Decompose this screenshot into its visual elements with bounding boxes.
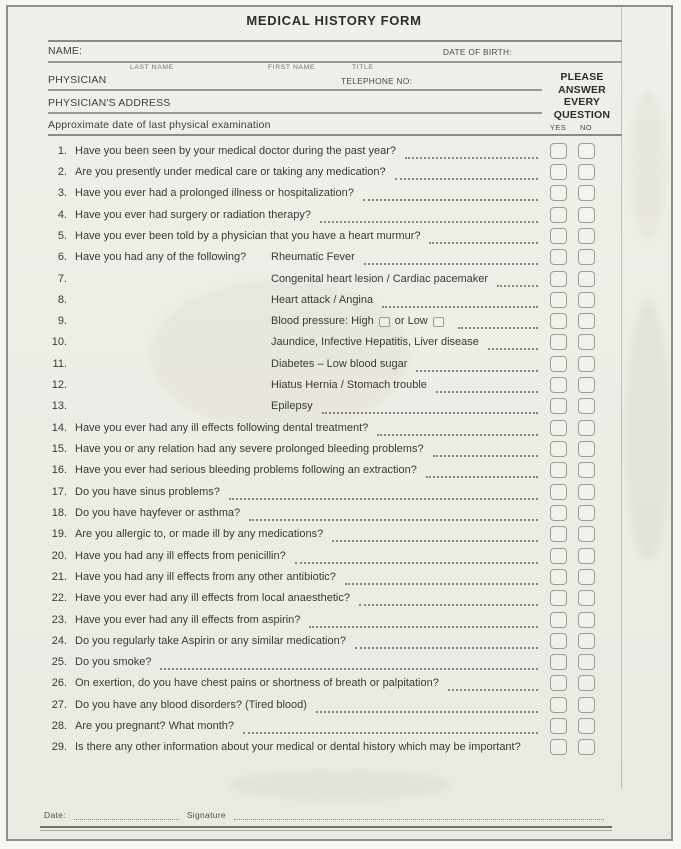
checkbox-no[interactable] [578, 612, 595, 628]
question-number: 7. [57, 272, 67, 285]
question-text: Is there any other information about your medical or dental history which may be important? [75, 741, 521, 754]
checkbox-no[interactable] [578, 164, 595, 180]
high-checkbox[interactable] [379, 317, 390, 327]
checkbox-yes[interactable] [550, 420, 567, 436]
question-sub-item: Epilepsy [271, 400, 313, 413]
answer-checkboxes [550, 292, 595, 308]
question-row [48, 353, 595, 374]
title-field-label: TITLE [352, 64, 374, 71]
question-row [48, 268, 595, 289]
dotted-leader [458, 313, 538, 329]
checkbox-no[interactable] [578, 143, 595, 159]
divider [48, 134, 622, 136]
form-title: MEDICAL HISTORY FORM [246, 13, 422, 28]
yes-column-header: YES [549, 123, 567, 132]
dotted-leader [377, 420, 538, 436]
question-text: Do you have any blood disorders? (Tired blood) [75, 698, 307, 711]
question-text: Have you ever had a prolonged illness or hospitalization? [75, 187, 354, 200]
dotted-leader [364, 249, 538, 265]
dotted-leader [426, 462, 538, 478]
checkbox-no[interactable] [578, 548, 595, 564]
question-number: 3. [57, 187, 67, 200]
question-text: Have you had any of the following? [75, 251, 247, 264]
answer-checkboxes [550, 249, 595, 265]
dotted-leader [530, 740, 538, 754]
question-text: Have you had any ill effects from penicillin? [75, 549, 286, 562]
question-text: Have you ever had surgery or radiation therapy? [75, 208, 312, 221]
question-row [48, 161, 595, 182]
dotted-leader [355, 633, 538, 649]
page-edge-line [621, 7, 622, 789]
last-exam-label: Approximate date of last physical examination [48, 119, 271, 131]
checkbox-no[interactable] [578, 292, 595, 308]
checkbox-no[interactable] [578, 590, 595, 606]
question-text: Are you allergic to, or made ill by any medications? [75, 528, 324, 541]
dotted-leader [405, 143, 538, 159]
checkbox-no[interactable] [578, 249, 595, 265]
date-field-line[interactable] [74, 810, 179, 820]
checkbox-no[interactable] [578, 185, 595, 201]
checkbox-no[interactable] [578, 356, 595, 372]
answer-checkboxes [550, 441, 595, 457]
checkbox-yes[interactable] [550, 633, 567, 649]
answer-checkboxes [550, 207, 595, 223]
checkbox-no[interactable] [578, 675, 595, 691]
no-column-header: NO [579, 123, 593, 132]
dotted-leader [243, 718, 538, 734]
signature-row [44, 810, 612, 820]
question-number: 27. [51, 698, 67, 711]
checkbox-yes[interactable] [550, 484, 567, 500]
question-text: Have you ever had any ill effects from local anaesthetic? [75, 592, 350, 605]
answer-checkboxes [550, 484, 595, 500]
answer-every-question-notice [543, 71, 621, 121]
answer-checkboxes [550, 334, 595, 350]
question-number: 16. [51, 464, 67, 477]
name-label: NAME: [48, 45, 83, 57]
question-number: 21. [51, 570, 67, 583]
question-sub-item: Hiatus Hernia / Stomach trouble [271, 379, 427, 392]
answer-checkboxes [550, 398, 595, 414]
checkbox-yes[interactable] [550, 207, 567, 223]
dotted-leader [332, 526, 538, 542]
question-number: 20. [51, 549, 67, 562]
dotted-leader [497, 271, 538, 287]
checkbox-no[interactable] [578, 697, 595, 713]
question-row [48, 311, 595, 332]
dotted-leader [448, 675, 538, 691]
dotted-leader [363, 185, 538, 201]
question-row [48, 247, 595, 268]
question-text: Have you ever been told by a physician that you have a heart murmur? [75, 229, 421, 242]
checkbox-no[interactable] [578, 441, 595, 457]
dotted-leader [249, 505, 538, 521]
dotted-leader [309, 612, 538, 628]
answer-checkboxes [550, 313, 595, 329]
question-number: 24. [51, 634, 67, 647]
checkbox-no[interactable] [578, 484, 595, 500]
question-row [48, 524, 595, 545]
checkbox-yes[interactable] [550, 548, 567, 564]
checkbox-yes[interactable] [550, 356, 567, 372]
question-row [48, 204, 595, 225]
answer-checkboxes [550, 633, 595, 649]
question-number: 23. [51, 613, 67, 626]
checkbox-yes[interactable] [550, 292, 567, 308]
checkbox-yes[interactable] [550, 164, 567, 180]
question-text: Do you regularly take Aspirin or any similar medication? [75, 634, 346, 647]
dob-label: DATE OF BIRTH: [443, 47, 512, 57]
answer-checkboxes [550, 739, 595, 755]
checkbox-no[interactable] [578, 739, 595, 755]
question-sub-item: or Low [394, 315, 428, 328]
question-number: 14. [51, 421, 67, 434]
question-row [48, 502, 595, 523]
dotted-leader [295, 548, 538, 564]
checkbox-yes[interactable] [550, 441, 567, 457]
question-row [48, 481, 595, 502]
question-number: 5. [57, 229, 67, 242]
answer-checkboxes [550, 185, 595, 201]
answer-checkboxes [550, 612, 595, 628]
dotted-leader [416, 356, 538, 372]
question-number: 15. [51, 443, 67, 456]
physician-address-label: PHYSICIAN'S ADDRESS [48, 97, 171, 109]
notice-line: ANSWER [558, 83, 606, 96]
dotted-leader [160, 654, 538, 670]
question-row [48, 332, 595, 353]
answer-checkboxes [550, 164, 595, 180]
question-row [48, 652, 595, 673]
checkbox-no[interactable] [578, 633, 595, 649]
questions-list [48, 140, 595, 758]
checkbox-no[interactable] [578, 334, 595, 350]
question-text: On exertion, do you have chest pains or shortness of breath or palpitation? [75, 677, 439, 690]
question-number: 9. [57, 315, 67, 328]
checkbox-yes[interactable] [550, 143, 567, 159]
checkbox-no[interactable] [578, 654, 595, 670]
question-sub-item: Congenital heart lesion / Cardiac pacemaker [271, 272, 489, 285]
divider [40, 830, 612, 831]
divider [48, 40, 622, 42]
checkbox-yes[interactable] [550, 526, 567, 542]
notice-line: PLEASE [560, 71, 604, 83]
question-row [48, 183, 595, 204]
question-number: 22. [51, 592, 67, 605]
question-row [48, 396, 595, 417]
question-text: Have you ever had serious bleeding problems following an extraction? [75, 464, 417, 477]
checkbox-yes[interactable] [550, 569, 567, 585]
signature-label: Signature [186, 810, 226, 820]
checkbox-yes[interactable] [550, 675, 567, 691]
checkbox-no[interactable] [578, 569, 595, 585]
answer-checkboxes [550, 654, 595, 670]
dotted-leader [345, 569, 538, 585]
question-text: Do you have hayfever or asthma? [75, 506, 241, 519]
checkbox-no[interactable] [578, 377, 595, 393]
checkbox-no[interactable] [578, 398, 595, 414]
question-text: Have you ever had any ill effects from aspirin? [75, 613, 301, 626]
checkbox-yes[interactable] [550, 185, 567, 201]
question-row [48, 438, 595, 459]
checkbox-no[interactable] [578, 718, 595, 734]
telephone-label: TELEPHONE NO: [341, 76, 413, 86]
question-text: Have you had any ill effects from any other antibiotic? [75, 570, 336, 583]
answer-checkboxes [550, 526, 595, 542]
dotted-leader [429, 228, 538, 244]
checkbox-yes[interactable] [550, 654, 567, 670]
answer-checkboxes [550, 569, 595, 585]
checkbox-yes[interactable] [550, 334, 567, 350]
checkbox-yes[interactable] [550, 228, 567, 244]
question-row [48, 460, 595, 481]
question-number: 11. [52, 357, 67, 370]
dotted-leader [436, 377, 538, 393]
question-sub-item: Blood pressure: High [271, 315, 374, 328]
question-text: Have you been seen by your medical doctor during the past year? [75, 144, 397, 157]
question-text: Have you or any relation had any severe prolonged bleeding problems? [75, 443, 424, 456]
answer-checkboxes [550, 675, 595, 691]
question-number: 13. [51, 400, 67, 413]
answer-checkboxes [550, 271, 595, 287]
first-name-label: FIRST NAME [268, 64, 316, 71]
checkbox-no[interactable] [578, 526, 595, 542]
question-row [48, 673, 595, 694]
last-name-label: LAST NAME [130, 64, 174, 71]
checkbox-no[interactable] [578, 462, 595, 478]
checkbox-no[interactable] [578, 271, 595, 287]
question-text: Do you have sinus problems? [75, 485, 220, 498]
checkbox-yes[interactable] [550, 590, 567, 606]
physician-field-line[interactable] [48, 89, 542, 91]
dotted-leader [320, 207, 538, 223]
question-sub-item: Jaundice, Infective Hepatitis, Liver disease [271, 336, 479, 349]
question-text: Do you smoke? [75, 656, 152, 669]
question-row [48, 545, 595, 566]
question-text: Are you pregnant? What month? [75, 720, 234, 733]
question-row [48, 630, 595, 651]
name-field-line[interactable] [48, 61, 622, 63]
dotted-leader [382, 292, 538, 308]
question-row [48, 374, 595, 395]
question-number: 6. [57, 251, 67, 264]
question-row [48, 225, 595, 246]
notice-line: QUESTION [553, 108, 611, 121]
answer-checkboxes [550, 697, 595, 713]
checkbox-yes[interactable] [550, 377, 567, 393]
question-number: 26. [51, 677, 67, 690]
question-text: Are you presently under medical care or taking any medication? [75, 165, 386, 178]
question-number: 1. [57, 144, 67, 157]
dotted-leader [433, 441, 538, 457]
answer-checkboxes [550, 590, 595, 606]
dotted-leader [359, 590, 538, 606]
checkbox-yes[interactable] [550, 612, 567, 628]
answer-checkboxes [550, 377, 595, 393]
checkbox-no[interactable] [578, 207, 595, 223]
answer-checkboxes [550, 420, 595, 436]
question-row [48, 715, 595, 736]
checkbox-yes[interactable] [550, 398, 567, 414]
dotted-leader [316, 697, 538, 713]
question-sub-item: Heart attack / Angina [271, 293, 374, 306]
dotted-leader [322, 398, 538, 414]
question-number: 10. [51, 336, 67, 349]
checkbox-no[interactable] [578, 505, 595, 521]
answer-checkboxes [550, 356, 595, 372]
question-row [48, 566, 595, 587]
answer-checkboxes [550, 718, 595, 734]
answer-checkboxes [550, 228, 595, 244]
question-number: 2. [57, 165, 67, 178]
question-number: 28. [51, 720, 67, 733]
question-sub-item: Diabetes – Low blood sugar [271, 357, 408, 370]
question-number: 25. [51, 656, 67, 669]
physician-label: PHYSICIAN [48, 74, 107, 86]
answer-checkboxes [550, 143, 595, 159]
checkbox-yes[interactable] [550, 271, 567, 287]
question-row [48, 694, 595, 715]
checkbox-yes[interactable] [550, 739, 567, 755]
dotted-leader [488, 334, 538, 350]
question-number: 8. [57, 293, 67, 306]
checkbox-no[interactable] [578, 313, 595, 329]
answer-checkboxes [550, 462, 595, 478]
address-field-line[interactable] [48, 112, 542, 114]
question-row [48, 417, 595, 438]
question-text: Have you ever had any ill effects following dental treatment? [75, 421, 369, 434]
answer-checkboxes [550, 548, 595, 564]
question-number: 12. [51, 379, 67, 392]
signature-field-line[interactable] [234, 810, 604, 820]
checkbox-yes[interactable] [550, 313, 567, 329]
date-label: Date: [44, 810, 66, 820]
question-row [48, 609, 595, 630]
checkbox-yes[interactable] [550, 462, 567, 478]
question-number: 19. [51, 528, 67, 541]
question-row [48, 289, 595, 310]
question-sub-item: Rheumatic Fever [271, 251, 355, 264]
divider [40, 826, 612, 828]
question-text-slot [75, 251, 271, 263]
checkbox-no[interactable] [578, 228, 595, 244]
checkbox-yes[interactable] [550, 718, 567, 734]
question-row [48, 737, 595, 758]
checkbox-yes[interactable] [550, 505, 567, 521]
question-number: 17. [51, 485, 67, 498]
question-number: 29. [51, 741, 67, 754]
low-checkbox[interactable] [433, 317, 444, 327]
question-number: 18. [51, 506, 67, 519]
checkbox-yes[interactable] [550, 697, 567, 713]
question-row [48, 588, 595, 609]
notice-line: EVERY [563, 96, 601, 108]
question-row [48, 140, 595, 161]
question-number: 4. [57, 208, 67, 221]
checkbox-no[interactable] [578, 420, 595, 436]
dotted-leader [395, 164, 538, 180]
checkbox-yes[interactable] [550, 249, 567, 265]
answer-checkboxes [550, 505, 595, 521]
dotted-leader [229, 484, 538, 500]
